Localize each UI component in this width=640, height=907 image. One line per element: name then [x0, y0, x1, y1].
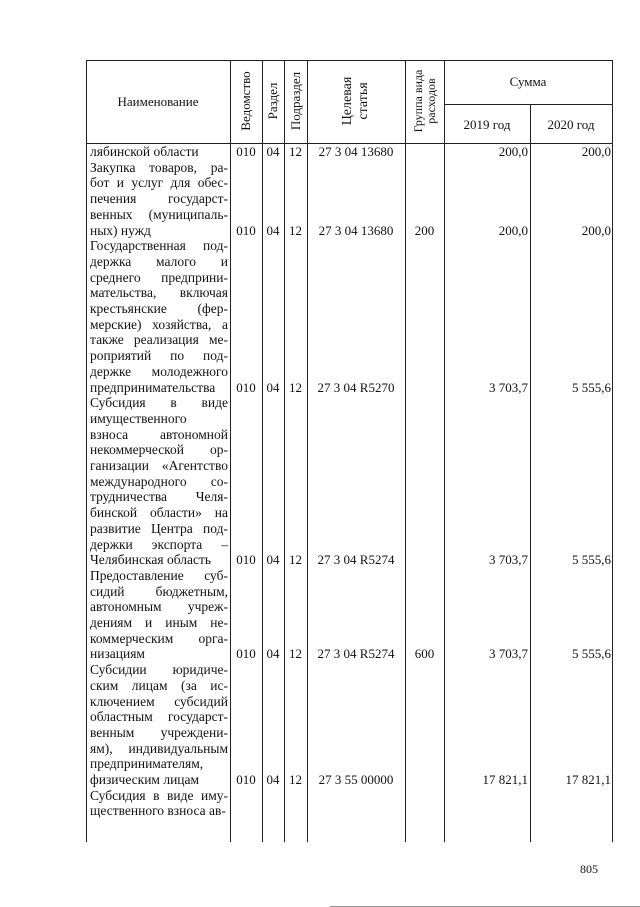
name-line: Субсидии юридиче-	[90, 662, 228, 678]
name-line: роприятий по под-	[90, 348, 228, 364]
column-border	[405, 60, 406, 842]
name-line: развитие Центра под-	[90, 520, 228, 536]
name-line: венным учреждени-	[90, 724, 228, 740]
column-border	[530, 104, 531, 842]
header-gruppa-line1: Группа вида	[410, 69, 425, 133]
cell-vedomstvo: 010	[236, 552, 256, 568]
page-number: 805	[580, 862, 598, 876]
name-line: имущественного	[90, 410, 187, 426]
sum-header-divider	[444, 104, 613, 105]
table-top-border	[86, 60, 613, 61]
name-line: предпринимателям,	[90, 756, 204, 772]
header-year-2019: 2019 год	[463, 117, 511, 132]
column-border	[284, 60, 285, 842]
name-line: держка малого и	[90, 253, 228, 269]
name-line: низациям	[90, 646, 145, 662]
name-line: ганизации «Агентство	[90, 458, 228, 473]
cell-vedomstvo: 010	[236, 772, 256, 787]
cell-article: 27 3 55 00000	[318, 772, 394, 787]
cell-vedomstvo: 010	[236, 379, 256, 395]
name-line: трудничества Челя-	[90, 489, 228, 505]
name-line: лябинской области	[90, 144, 199, 159]
name-line: печения государст-	[90, 191, 228, 207]
header-gruppa	[412, 70, 438, 133]
name-line: ключением субсидий	[90, 693, 228, 709]
name-line: Субсидия в виде иму-	[90, 787, 228, 803]
cell-sum-2020: 5 555,6	[572, 646, 611, 662]
column-border	[307, 60, 308, 842]
cell-razdel: 04	[266, 646, 280, 662]
cell-podrazdel: 12	[289, 379, 302, 395]
name-line: некоммерческой ор-	[90, 442, 228, 458]
cell-article: 27 3 04 R5270	[317, 379, 395, 395]
cell-razdel: 04	[266, 552, 280, 568]
name-line: коммерческим орга-	[90, 630, 228, 646]
cell-vedomstvo: 010	[236, 222, 256, 238]
cell-article: 27 3 04 13680	[318, 222, 394, 238]
cell-podrazdel: 12	[289, 646, 302, 662]
name-line: ных) нужд	[90, 222, 151, 238]
header-celevaya	[340, 77, 372, 126]
cell-sum-2020: 200,0	[581, 144, 611, 159]
name-line: мательства, включая	[90, 285, 228, 301]
cell-podrazdel: 12	[289, 772, 302, 787]
header-podrazdel: Подраздел	[287, 71, 303, 131]
header-razdel: Раздел	[265, 82, 280, 120]
name-line: предпринимательства	[90, 379, 216, 395]
name-line: Закупка товаров, ра-	[90, 159, 228, 175]
cell-article: 27 3 04 13680	[318, 144, 394, 159]
cell-sum-2020: 5 555,6	[572, 379, 611, 395]
cell-sum-2019: 200,0	[498, 222, 528, 238]
column-border	[444, 60, 445, 842]
name-line: международного со-	[90, 473, 228, 489]
cell-razdel: 04	[266, 772, 280, 787]
name-line: держке молодежного	[90, 363, 228, 379]
cell-razdel: 04	[266, 222, 280, 238]
name-line: бот и услуг для обес-	[90, 175, 228, 191]
name-line: Государственная под-	[90, 238, 228, 254]
header-year-2020: 2020 год	[547, 117, 595, 132]
name-line: также реализация ме-	[90, 332, 228, 348]
name-line: Челябинская область	[90, 552, 212, 568]
column-border	[230, 60, 231, 842]
cell-sum-2020: 17 821,1	[565, 772, 611, 787]
cell-sum-2019: 3 703,7	[489, 552, 528, 568]
column-border	[86, 60, 87, 842]
cell-razdel: 04	[266, 379, 280, 395]
cell-sum-2020: 5 555,6	[572, 552, 611, 568]
cell-podrazdel: 12	[289, 222, 302, 238]
name-line: держки экспорта –	[90, 536, 228, 552]
column-border	[262, 60, 263, 842]
header-celevaya-line2: статья	[356, 82, 371, 120]
cell-article: 27 3 04 R5274	[317, 646, 395, 662]
name-line: дениям и иным не-	[90, 615, 228, 630]
name-line: сидий бюджетным,	[90, 583, 228, 599]
name-line: Субсидия в виде	[90, 395, 228, 411]
header-name: Наименование	[117, 94, 199, 109]
name-line: областным государст-	[90, 709, 228, 725]
cell-sum-2019: 200,0	[498, 144, 528, 159]
header-summa: Сумма	[509, 74, 547, 89]
column-border	[612, 60, 613, 842]
name-line: ям), индивидуальным	[90, 740, 228, 756]
cell-razdel: 04	[266, 144, 280, 159]
name-line: среднего предприни-	[90, 269, 228, 285]
name-line: венных (муниципаль-	[90, 206, 228, 222]
cell-group: 200	[414, 222, 435, 238]
cell-sum-2019: 3 703,7	[489, 646, 528, 662]
name-line: крестьянские (фер-	[90, 301, 228, 316]
cell-sum-2019: 3 703,7	[489, 379, 528, 395]
cell-podrazdel: 12	[289, 552, 302, 568]
name-line: бинской области» на	[90, 505, 228, 521]
name-line: физическим лицам	[90, 772, 200, 787]
header-celevaya-line1: Целевая	[340, 76, 355, 126]
name-line: мерские) хозяйства, а	[90, 316, 228, 332]
name-line: щественного взноса ав-	[90, 803, 226, 819]
name-line: ским лицам (за ис-	[90, 677, 228, 693]
name-line: Предоставление суб-	[90, 567, 228, 583]
cell-podrazdel: 12	[289, 144, 302, 159]
cell-vedomstvo: 010	[236, 144, 256, 159]
cell-article: 27 3 04 R5274	[317, 552, 395, 568]
name-line: автономным учреж-	[90, 599, 228, 615]
cell-sum-2019: 17 821,1	[482, 772, 528, 787]
header-vedomstvo: Ведомство	[238, 71, 253, 131]
header-gruppa-line2: расходов	[423, 78, 438, 124]
cell-group: 600	[414, 646, 435, 662]
name-line: взноса автономной	[90, 426, 228, 442]
cell-vedomstvo: 010	[236, 646, 256, 662]
cell-sum-2020: 200,0	[581, 222, 611, 238]
